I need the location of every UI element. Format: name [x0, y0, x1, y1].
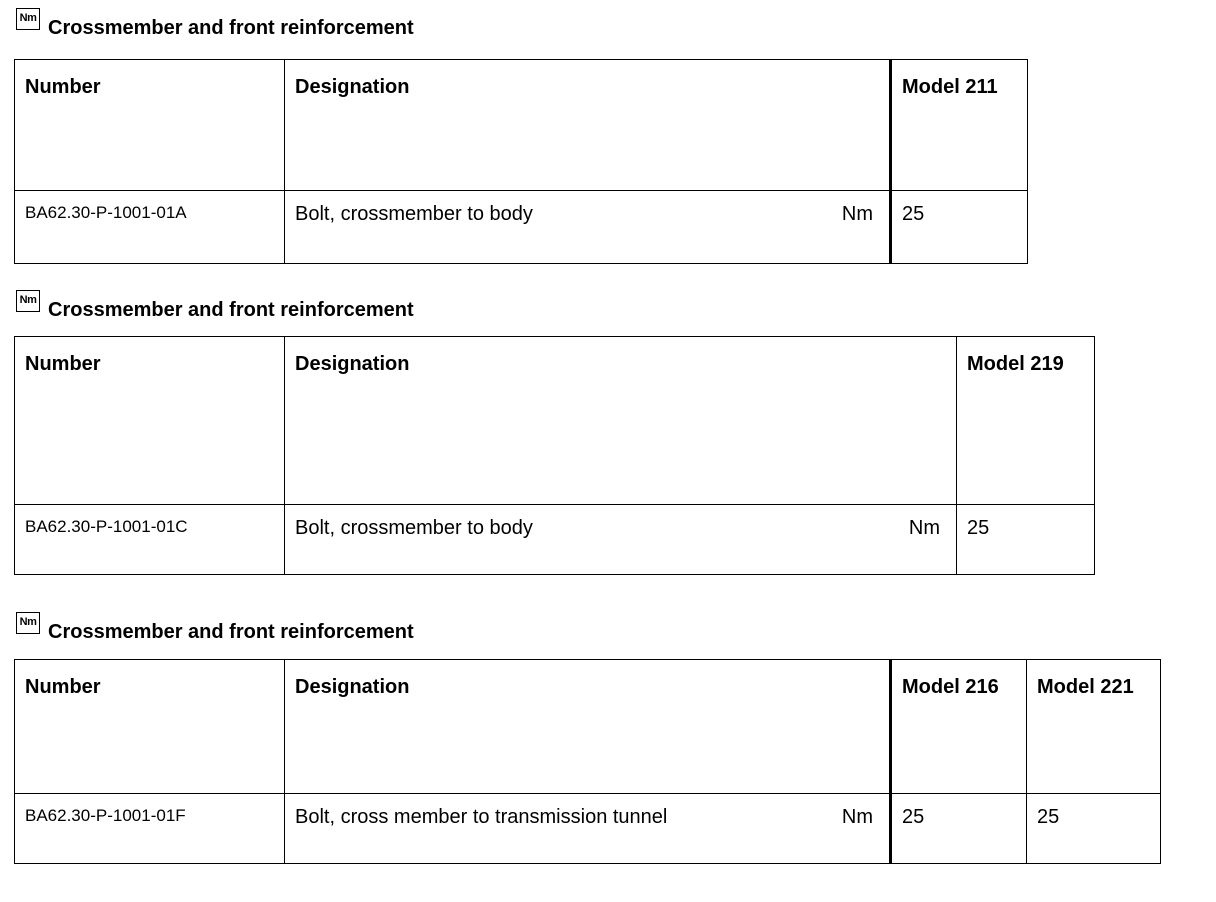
- row-designation-cell: [285, 191, 891, 264]
- table-header-row: [15, 60, 1028, 191]
- column-header-model-221: Model 221: [1027, 660, 1161, 794]
- row-value-model-219: 25: [957, 505, 1095, 575]
- column-header-model-216: Model 216: [891, 660, 1027, 794]
- table-row: [15, 505, 1095, 575]
- row-value-model-221: 25: [1027, 794, 1161, 864]
- section-1-title-text: Crossmember and front reinforcement: [48, 17, 414, 39]
- row-number: BA62.30-P-1001-01C: [15, 505, 285, 575]
- column-header-number: Number: [15, 60, 285, 191]
- row-designation-cell: [285, 794, 891, 864]
- row-unit: Nm: [841, 806, 873, 828]
- row-value-model-211: 25: [891, 191, 1028, 264]
- torque-nm-icon: Nm: [16, 612, 40, 634]
- section-3-title-text: Crossmember and front reinforcement: [48, 621, 414, 643]
- row-designation-cell: [285, 505, 957, 575]
- torque-table-3: [14, 659, 1161, 864]
- section-2-title: [16, 290, 414, 320]
- row-designation: Bolt, crossmember to body: [295, 517, 533, 539]
- column-header-number: Number: [15, 337, 285, 505]
- column-header-designation: Designation: [285, 660, 891, 794]
- table-header-row: [15, 660, 1161, 794]
- column-header-model-211: Model 211: [891, 60, 1028, 191]
- row-value-model-216: 25: [891, 794, 1027, 864]
- row-unit: Nm: [908, 517, 940, 539]
- table-row: [15, 794, 1161, 864]
- torque-nm-icon: Nm: [16, 290, 40, 312]
- column-header-designation: Designation: [285, 337, 957, 505]
- row-unit: Nm: [841, 203, 873, 225]
- column-header-number: Number: [15, 660, 285, 794]
- torque-table-1: [14, 59, 1028, 264]
- row-designation: Bolt, crossmember to body: [295, 203, 533, 225]
- column-header-model-219: Model 219: [957, 337, 1095, 505]
- table-row: [15, 191, 1028, 264]
- row-number: BA62.30-P-1001-01F: [15, 794, 285, 864]
- column-header-designation: Designation: [285, 60, 891, 191]
- torque-nm-icon: Nm: [16, 8, 40, 30]
- row-designation: Bolt, cross member to transmission tunnel: [295, 806, 668, 828]
- section-3-title: [16, 612, 414, 642]
- section-2-title-text: Crossmember and front reinforcement: [48, 299, 414, 321]
- table-header-row: [15, 337, 1095, 505]
- row-number: BA62.30-P-1001-01A: [15, 191, 285, 264]
- torque-table-2: [14, 336, 1095, 575]
- section-1-title: [16, 8, 414, 38]
